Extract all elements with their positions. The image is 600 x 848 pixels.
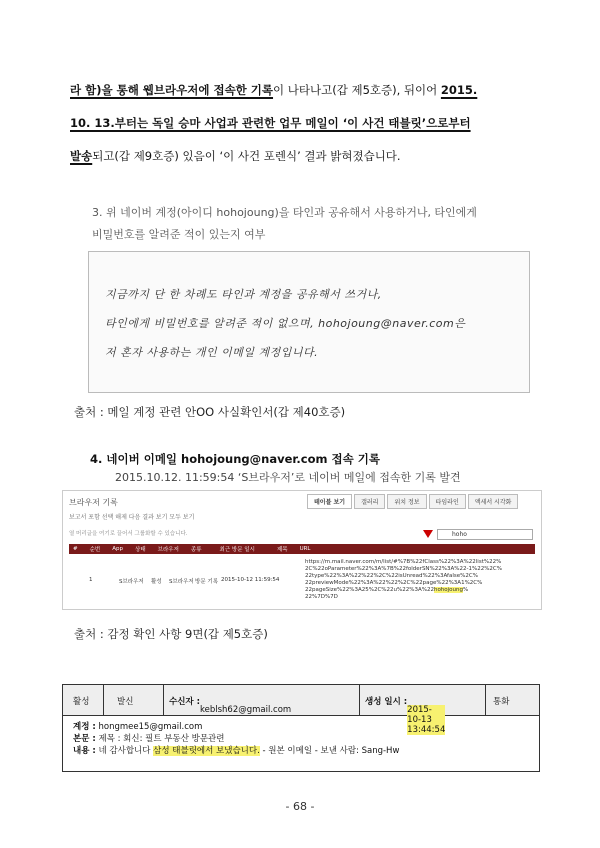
search-input[interactable]: hoho [437,529,533,540]
col-browser: 브라우저 [157,547,179,553]
row-url-3: 22type%22%3A%22%22%2C%22isUnread%22%3Afalse%2C% [305,573,478,579]
browser-toolbar[interactable]: 보고서 포함 선택 해제 다음 결과 보기 모두 보기 [69,514,195,521]
col-kind: 종류 [190,547,202,553]
email-body [73,721,399,757]
table-row[interactable] [69,559,535,603]
intro-line3-rest: 되고(갑 제9호증) 있음이 ‘이 사건 포렌식’ 결과 밝혀졌습니다. [92,149,401,163]
section-4-subtitle: 2015.10.12. 11:59:54 ‘S브라우저’로 네이버 메일에 접속한 기록 발견 [115,471,461,484]
caption-1: 출처 : 메일 계정 관련 안OO 사실확인서(갑 제40호증) [74,405,346,419]
intro-line1-bold: 라 함)을 통해 웹브라우저에 접속한 기록 [70,83,274,97]
tab-access-visual[interactable]: 액세서 시각화 [468,494,519,509]
section-4-title: 4. 네이버 이메일 hohojoung@naver.com 접속 기록 [90,452,380,466]
email-record [62,684,540,772]
browser-tabs [307,494,520,509]
tab-table-view[interactable]: 테이블 보기 [307,494,352,509]
email-date: 생성 일시 : 2015-10-13 13:44:54 [365,697,446,735]
intro-line1-end: 2015. [440,83,478,97]
browser-history-panel [62,490,542,610]
tab-timeline[interactable]: 타임라인 [429,494,466,509]
caption-2: 출처 : 감정 확인 사항 9면(갑 제5호증) [74,627,268,641]
row-url-1: https://m.mail.naver.com/m/list/#%7B%22fClass%22%3A%22list%22% [305,559,502,565]
row-state: 활성 [151,579,162,585]
col-time: 최근 방문 일시 [219,547,255,553]
col-state: 상태 [135,547,146,553]
row-browser: S브라우저 [169,579,194,585]
url-highlight: hohojoung [433,587,464,593]
col-title: 제목 [276,547,288,553]
browser-title: 브라우저 기록 [69,498,118,507]
email-status: 활성 [73,697,90,707]
page-number: - 68 - [285,800,315,813]
row-time: 2015-10-12 11:59:54 [221,577,280,583]
content-highlight: 삼성 태블릿에서 보냈습니다. [153,746,260,756]
group-hint: 열 머리글을 여기로 끌어서 그룹화할 수 있습니다. [69,531,188,537]
row-url-5: 22pageSize%22%3A25%2C%22u%22%3A%22hohojoung% [305,587,469,593]
question-3-line-2: 비밀번호를 알려준 적이 있는지 여부 [92,228,266,241]
intro-line-2 [70,107,540,140]
table-header [69,544,535,554]
row-app: S브라우저 [119,579,144,585]
intro-line3-bold: 발송 [70,149,93,163]
row-url-4: 22previewMode%22%3A%22%22%2C%22page%22%3A1%2C% [305,580,483,586]
col-app: App [112,546,123,552]
row-kind: 방문 기록 [195,579,219,585]
email-to: 수신자 : keblsh62@gmail.com [169,697,292,715]
tab-location[interactable]: 위치 정보 [387,494,426,509]
filter-icon[interactable] [423,530,433,538]
intro-line-1 [70,74,540,107]
col-seq: 순번 [89,547,101,553]
handwritten-statement [88,251,530,393]
row-url-6: 22%7D%7D [305,594,338,600]
email-content: 내용 : 네 감사합니다 삼성 태블릿에서 보냈습니다. - 원본 이메일 - 보낸 사람: Sang-Hw [73,746,400,756]
email-type: 발신 [117,697,134,707]
intro-line-3 [70,140,540,173]
question-3-line-1: 3. 위 네이버 계정(아이디 hohojoung)을 타인과 공유해서 사용하거나, 타인에게 [92,206,477,219]
email-account: 계정 : hongmee15@gmail.com [73,722,203,732]
handwritten-line-1: 지금까지 단 한 차례도 타인과 계정을 공유해서 쓰거나, [105,288,382,301]
question-3 [92,202,532,246]
col-url: URL [299,546,311,552]
handwritten-line-3: 저 혼자 사용하는 개인 이메일 계정입니다. [105,346,319,359]
row-index: 1 [89,577,93,583]
email-subject: 본문 : 제목 : 회신: 필트 부동산 방문관련 [73,734,225,744]
email-end: 통화 [493,697,510,707]
handwritten-line-2: 타인에게 비밀번호를 알려준 적이 없으며, hohojoung@naver.com은 [105,317,466,330]
col-hash: # [73,546,78,552]
intro-line2-bold: 10. 13.부터는 독일 승마 사업과 관련한 업무 메일이 ‘이 사건 태블릿’으로부터 [70,116,471,130]
intro-line1-rest: 이 나타나고(갑 제5호증), 뒤이어 [273,83,441,97]
row-url-2: 2C%22oParameter%22%3A%7B%22folderSN%22%3A%22-1%22%2C% [305,566,502,572]
tab-gallery[interactable]: 갤러리 [354,494,385,509]
